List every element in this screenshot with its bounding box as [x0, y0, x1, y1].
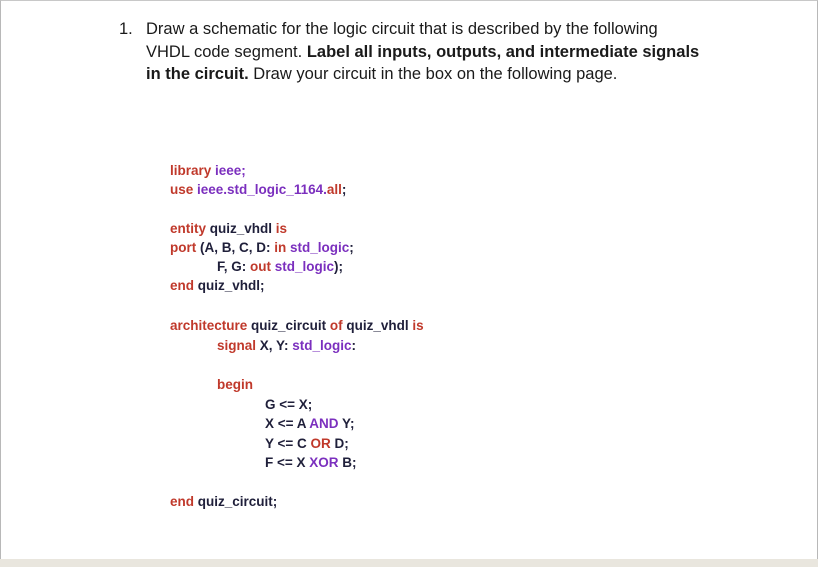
- keyword-all: all: [326, 182, 342, 197]
- assign-f-post: B;: [338, 455, 357, 470]
- type-std-logic-signal: std_logic: [292, 338, 352, 353]
- code-line-library: [170, 162, 246, 180]
- signal-names: X, Y:: [256, 338, 293, 353]
- library-name: ieee;: [211, 163, 246, 178]
- code-line-assign-f: [265, 454, 357, 472]
- assign-f-pre: F <= X: [265, 455, 310, 470]
- architecture-entity: quiz_vhdl: [342, 318, 413, 333]
- keyword-entity: entity: [170, 221, 207, 236]
- use-package: .std_logic_1164.: [223, 182, 327, 197]
- keyword-port: port: [170, 240, 197, 255]
- question-line1: Draw a schematic for the logic circuit that is described by the following: [146, 20, 658, 38]
- keyword-begin: begin: [217, 377, 253, 392]
- entity-name: quiz_vhdl: [206, 221, 276, 236]
- question-number: 1.: [119, 20, 133, 38]
- keyword-end-arch: end: [170, 494, 195, 509]
- keyword-signal: signal: [217, 338, 257, 353]
- code-line-use: [170, 181, 346, 199]
- code-line-entity: [170, 220, 287, 238]
- keyword-is-arch: is: [412, 318, 424, 333]
- architecture-name: quiz_circuit: [247, 318, 330, 333]
- keyword-of: of: [329, 318, 343, 333]
- use-library: ieee: [193, 182, 224, 197]
- question-line2-plain: VHDL code segment.: [146, 42, 307, 61]
- question-line3-bold: in the circuit.: [146, 65, 249, 83]
- keyword-library: library: [170, 163, 212, 178]
- end-entity-name: quiz_vhdl;: [194, 278, 265, 293]
- code-line-architecture: [170, 317, 424, 335]
- question-line3-plain: Draw your circuit in the box on the following page.: [248, 65, 618, 83]
- keyword-architecture: architecture: [170, 318, 248, 333]
- keyword-out: out: [250, 259, 271, 274]
- port-semicolon: ;: [349, 240, 354, 255]
- code-line-end-entity: [170, 277, 265, 295]
- port-outputs: F, G:: [217, 259, 250, 274]
- question-line2-bold: Label all inputs, outputs, and intermediate signals: [306, 42, 700, 61]
- page-bottom-gap: [0, 559, 818, 567]
- question-block: [119, 18, 759, 86]
- operator-and: AND: [309, 416, 339, 431]
- port-close: );: [334, 259, 344, 274]
- type-std-logic: std_logic: [286, 240, 350, 255]
- use-semicolon: ;: [341, 182, 347, 197]
- assign-x-pre: X <= A: [265, 416, 310, 431]
- code-line-assign-x: [265, 415, 355, 433]
- code-line-port-outputs: [217, 258, 343, 276]
- end-architecture-name: quiz_circuit;: [194, 494, 278, 509]
- signal-colon: :: [351, 338, 357, 353]
- keyword-end: end: [170, 278, 195, 293]
- port-inputs: (A, B, C, D:: [196, 240, 275, 255]
- keyword-use: use: [170, 182, 194, 197]
- type-std-logic-out: std_logic: [271, 259, 335, 274]
- code-line-begin: [217, 376, 253, 394]
- keyword-is: is: [275, 221, 288, 236]
- assign-x-post: Y;: [338, 416, 355, 431]
- code-line-assign-g: [265, 396, 312, 414]
- code-line-port: [170, 239, 354, 257]
- code-line-end-architecture: [170, 493, 277, 511]
- question-text: [146, 18, 759, 86]
- assign-g: G <= X;: [265, 397, 313, 412]
- code-line-signal: [217, 337, 356, 355]
- keyword-in: in: [274, 240, 287, 255]
- code-line-assign-y: [265, 435, 349, 453]
- assign-y-pre: Y <= C: [265, 436, 311, 451]
- operator-xor: XOR: [309, 455, 339, 470]
- assign-y-post: D;: [330, 436, 349, 451]
- operator-or: OR: [310, 436, 331, 451]
